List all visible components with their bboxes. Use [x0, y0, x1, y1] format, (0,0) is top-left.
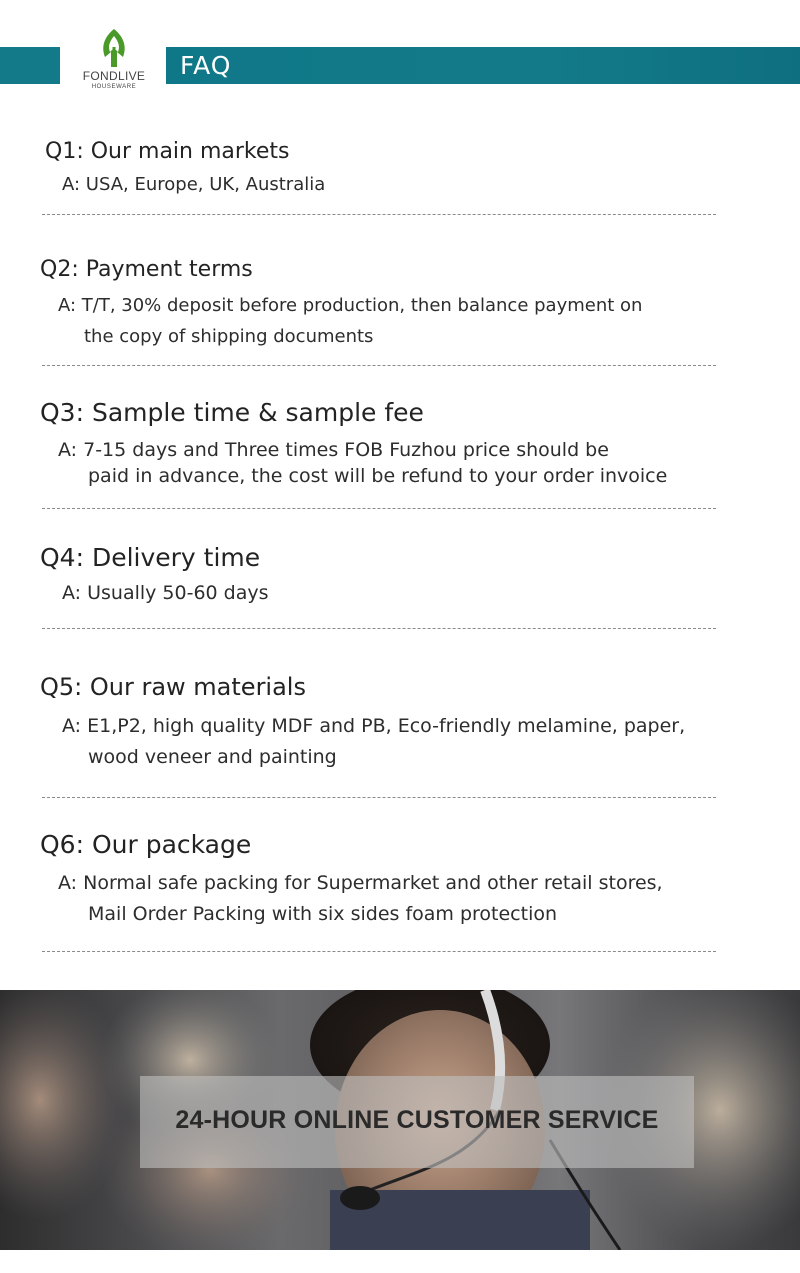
page-title: FAQ	[180, 51, 232, 80]
faq-answer-line: A: Normal safe packing for Supermarket and other retail stores,	[58, 872, 663, 894]
faq-question: Q5: Our raw materials	[40, 673, 306, 701]
faq-answer-line: A: 7-15 days and Three times FOB Fuzhou price should be	[58, 439, 609, 461]
divider	[42, 508, 716, 509]
faq-answer-line: A: E1,P2, high quality MDF and PB, Eco-friendly melamine, paper,	[62, 715, 686, 737]
faq-question: Q6: Our package	[40, 830, 252, 859]
faq-answer	[58, 290, 642, 352]
customer-service-banner	[0, 990, 800, 1250]
faq-answer-line: the copy of shipping documents	[84, 326, 374, 347]
header-bar	[166, 47, 800, 84]
banner-title: 24-HOUR ONLINE CUSTOMER SERVICE	[175, 1106, 659, 1134]
divider	[42, 214, 716, 215]
faq-answer-line: A: Usually 50-60 days	[62, 582, 269, 604]
faq-question: Q4: Delivery time	[40, 543, 261, 572]
faq-answer	[58, 868, 663, 930]
header-bar-left	[0, 47, 60, 84]
faq-question: Q1: Our main markets	[45, 139, 290, 164]
brand-logo	[72, 28, 156, 98]
faq-answer	[62, 582, 269, 604]
faq-answer	[62, 174, 325, 195]
faq-answer-line: Mail Order Packing with six sides foam protection	[88, 903, 558, 925]
faq-answer-line: paid in advance, the cost will be refund to your order invoice	[88, 465, 668, 487]
faq-answer-line: A: USA, Europe, UK, Australia	[62, 174, 326, 195]
leaf-logo-icon	[97, 28, 131, 68]
banner-label-box	[140, 1076, 694, 1168]
faq-answer-line: wood veneer and painting	[88, 746, 337, 768]
divider	[42, 365, 716, 366]
brand-name: FONDLIVE	[82, 69, 146, 83]
faq-answer-line: A: T/T, 30% deposit before production, then balance payment on	[58, 295, 643, 316]
faq-answer	[62, 711, 685, 773]
brand-tagline: HOUSEWARE	[91, 84, 137, 90]
divider	[42, 951, 716, 952]
faq-question: Q2: Payment terms	[40, 257, 253, 282]
divider	[42, 628, 716, 629]
faq-answer	[58, 437, 667, 489]
faq-question: Q3: Sample time & sample fee	[40, 398, 424, 427]
divider	[42, 797, 716, 798]
